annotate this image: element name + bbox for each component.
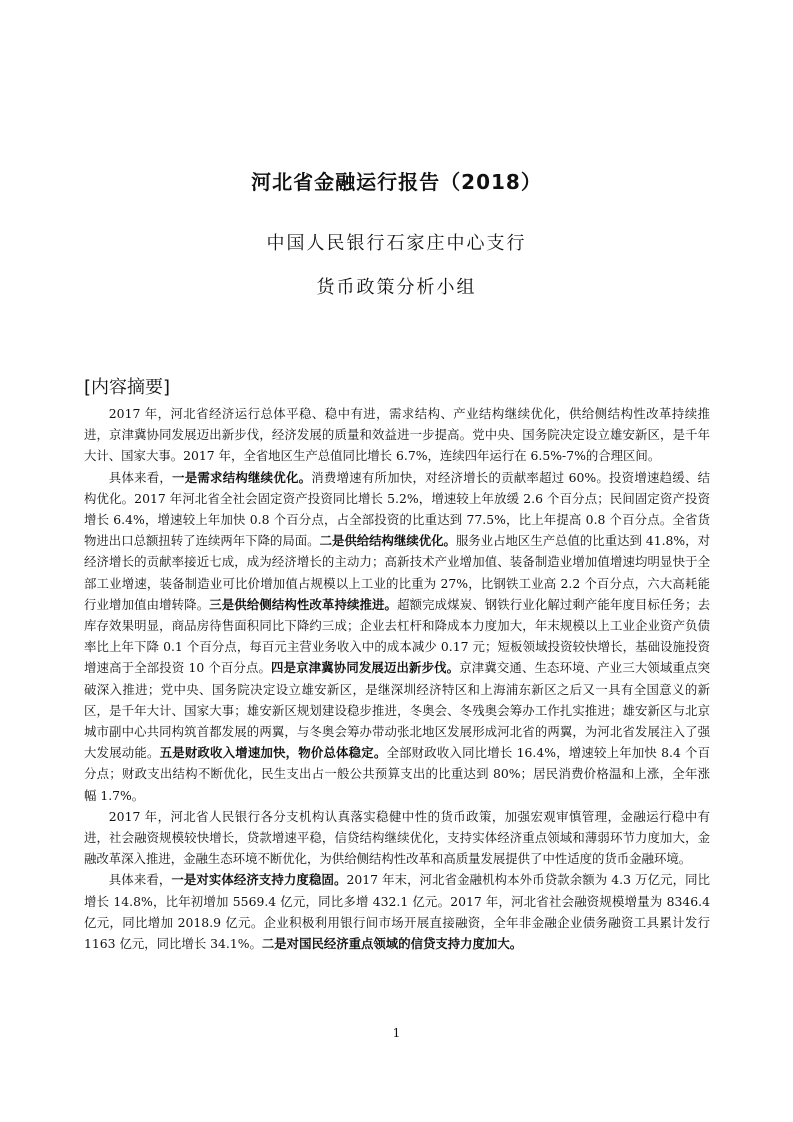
page-number: 1 (392, 1026, 401, 1040)
abstract-body (84, 403, 710, 954)
bold-point-5: 五是财政收入增速加快，物价总体稳定。 (159, 745, 387, 761)
team-name: 货币政策分析小组 (316, 277, 477, 298)
bold-point-4: 四是京津冀协同发展迈出新步伐。 (271, 660, 460, 676)
organization-name: 中国人民银行石家庄中心支行 (266, 233, 527, 254)
page-title: 河北省金融运行报告（2018） (251, 170, 542, 194)
text-run: 全部财政收入同比增长 16.4%，增速较上年加快 8.4 个百分点；财政支出结构不断优化，民生支出占一般公共预算支出的比重达到 80%；居民消费价格温和上涨，全年涨幅 1.7%。 (84, 745, 711, 803)
paragraph-economy-details (84, 467, 710, 806)
bold-point-2: 二是供给结构继续优化。 (319, 533, 456, 549)
text-run: 超额完成煤炭、钢铁行业化解过剩产能年度目标任务；去库存效果明显，商品房待售面积同比下降约三成；企业去杠杆和降成本力度加大，年末规模以上工业企业资产负债率比上年下降 0.1 个百分点，每百元主营业务收入中的成本减少 0.17 元；短板领域投资较快增长，基础设施投资增速高于全部投资 10 个百分点。 (84, 596, 711, 676)
bold-point-3: 三是供给侧结构性改革持续推进。 (209, 596, 398, 612)
paragraph-finance-details (84, 869, 710, 954)
text-run: 消费增速有所加快，对经济增长的贡献率超过 60%。投资增速趋缓、结构优化。2017 年河北省全社会固定资产投资同比增长 5.2%，增速较上年放缓 2.6 个百分点；民间固定资产投资增长 6.4%，增速较上年加快 0.8 个百分点，占全部投资的比重达到 77.5%，比上年提高 0.8 个百分点。全省货物进出口总额扭转了连续两年下降的局面。 (84, 469, 711, 549)
bold-point-2: 二是对国民经济重点领域的信贷支持力度加大。 (261, 936, 523, 952)
paragraph-economy-overview: 2017 年，河北省经济运行总体平稳、稳中有进，需求结构、产业结构继续优化，供给侧结构性改革持续推进，京津冀协同发展迈出新步伐，经济发展的质量和效益进一步提高。党中央、国务院决定设立雄安新区，是千年大计、国家大事。2017 年，全省地区生产总值同比增长 6.7%，连续四年运行在 6.5%-7%的合理区间。 (84, 406, 710, 464)
bold-point-1: 一是需求结构继续优化。 (172, 469, 312, 485)
text-run: 2017 年末，河北省金融机构本外币贷款余额为 4.3 万亿元，同比增长 14.8%，比年初增加 5569.4 亿元，同比多增 432.1 亿元。2017 年，河北省社会融资规模增量为 8346.4 亿元，同比增加 2018.9 亿元。企业积极利用银行间市场开展直接融资，全年非金融企业债务融资工具累计发行 1163 亿元，同比增长 34.1%。 (84, 872, 711, 952)
bold-point-1: 一是对实体经济支持力度稳固。 (171, 872, 347, 888)
text-run: 具体来看， (108, 872, 172, 888)
text-run: 具体来看， (108, 469, 173, 485)
paragraph-finance-overview: 2017 年，河北省人民银行各分支机构认真落实稳健中性的货币政策，加强宏观审慎管理，金融运行稳中有进，社会融资规模较快增长，贷款增速平稳，信贷结构继续优化，支持实体经济重点领域和薄弱环节力度加大，金融改革深入推进，金融生态环境不断优化，为供给侧结构性改革和高质量发展提供了中性适度的货币金融环境。 (84, 808, 710, 867)
text-run: 服务业占地区生产总值的比重达到 41.8%，对经济增长的贡献率接近七成，成为经济增长的主动力；高新技术产业增加值、装备制造业增加值增速均明显快于全部工业增速，装备制造业可比价增加值占规模以上工业的比重为 27%，比钢铁工业高 2.2 个百分点，六大高耗能行业增加值由增转降。 (84, 533, 711, 612)
abstract-heading: [内容摘要] (84, 377, 171, 398)
text-run: 京津冀交通、生态环境、产业三大领域重点突破深入推进；党中央、国务院决定设立雄安新区，是继深圳经济特区和上海浦东新区之后又一具有全国意义的新区，是千年大计、国家大事；雄安新区规划建设稳步推进，冬奥会、冬残奥会筹办工作扎实推进；雄安新区与北京城市副中心共同构筑首都发展的两翼，与冬奥会筹办带动张北地区发展形成河北省的两翼，为河北省发展注入了强大发展动能。 (84, 660, 710, 761)
